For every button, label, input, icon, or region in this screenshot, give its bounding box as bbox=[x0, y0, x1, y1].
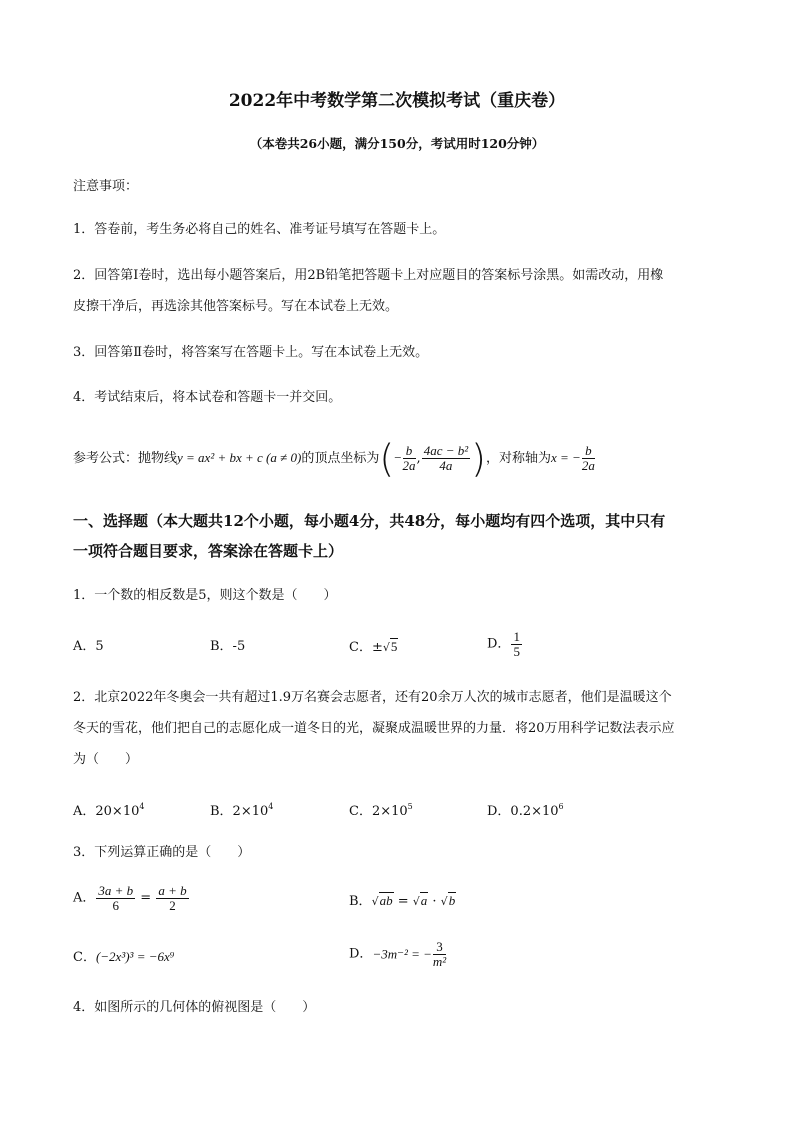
axis-fraction: $\frac{b}{2a}$ bbox=[581, 443, 595, 473]
q3-option-c[interactable]: C．(−2x³)³ = −6x⁹ bbox=[73, 949, 175, 965]
section-heading-line1: 一、选择题（本大题共12个小题，每小题4分，共48分，每小题均有四个选项，其中只有 bbox=[73, 512, 666, 530]
axis-text: ，对称轴为 bbox=[485, 451, 551, 466]
vertex-y-fraction: $\frac{\text{4ac − b²}}{4a}$ bbox=[423, 443, 469, 473]
note-item-1: 1．答卷前，考生务必将自己的姓名、准考证号填写在答题卡上。 bbox=[73, 222, 446, 237]
note-item-2-cont: 皮擦干净后，再选涂其他答案标号。写在本试卷上无效。 bbox=[73, 299, 399, 314]
question-3-stem: 3．下列运算正确的是（ ） bbox=[73, 845, 251, 860]
left-paren: ( bbox=[379, 436, 395, 481]
reference-formula: 参考公式：抛物线y = ax² + bx + c (a ≠ 0)的顶点坐标为(− $\frac{b}{2a}$ , $\frac{\text{4ac − b²}}{4a}$ )，对称轴为x = − $\frac{b}{2a}$ bbox=[73, 436, 595, 481]
q2-option-c[interactable]: C．$2\times 10^5$ bbox=[349, 802, 413, 819]
q2-option-d[interactable]: D．$0.2\times 10^6$ bbox=[487, 802, 564, 819]
page-title: 2022年中考数学第二次模拟考试（重庆卷） bbox=[228, 91, 566, 111]
note-item-2: 2．回答第Ⅰ卷时，选出每小题答案后，用2B铅笔把答题卡上对应题目的答案标号涂黑。如需改动，用橡 bbox=[73, 268, 664, 283]
q1-option-b[interactable]: B．-5 bbox=[210, 639, 246, 654]
question-2-line2: 冬天的雪花，他们把自己的志愿化成一道冬日的光，凝聚成温暖世界的力量．将20万用科学记数法表示应 bbox=[73, 721, 675, 736]
right-paren: ) bbox=[471, 436, 486, 481]
axis-lhs: x = − bbox=[550, 450, 581, 465]
q3-option-a[interactable]: A． $\frac{3a + b}{6}$ = $\frac{a + b}{2}$ bbox=[73, 883, 187, 913]
q2-option-b[interactable]: B．$2\times 10^4$ bbox=[210, 802, 274, 819]
question-2-line3: 为（ ） bbox=[73, 752, 139, 767]
note-item-3: 3．回答第Ⅱ卷时，将答案写在答题卡上。写在本试卷上无效。 bbox=[73, 345, 429, 360]
note-item-4: 4．考试结束后，将本试卷和答题卡一并交回。 bbox=[73, 390, 342, 405]
q1-option-d[interactable]: D． $\frac{1}{5}$ bbox=[487, 629, 520, 659]
q2-option-a[interactable]: A．$20\times 10^4$ bbox=[73, 802, 145, 819]
q1-option-a[interactable]: A．5 bbox=[73, 639, 104, 654]
notes-heading: 注意事项： bbox=[73, 179, 139, 194]
formula-mid-text: 的顶点坐标为 bbox=[301, 451, 380, 466]
q3-option-b[interactable]: B．√ab = √a · √b bbox=[349, 893, 456, 909]
q3-option-d[interactable]: D．−3m⁻² = − $\frac{3}{\text{m²}}$ bbox=[349, 939, 447, 969]
formula-label: 参考公式：抛物线 bbox=[73, 451, 178, 466]
question-1-stem: 1．一个数的相反数是5，则这个数是（ ） bbox=[73, 588, 337, 603]
section-heading-line2: 一项符合题目要求，答案涂在答题卡上） bbox=[73, 542, 344, 560]
formula-expression: y = ax² + bx + c (a ≠ 0) bbox=[177, 450, 302, 465]
question-4-stem: 4．如图所示的几何体的俯视图是（ ） bbox=[73, 1000, 316, 1015]
question-2-line1: 2．北京2022年冬奥会一共有超过1.9万名赛会志愿者，还有20余万人次的城市志愿者，他们是温暖这个 bbox=[73, 690, 672, 705]
page-subtitle: （本卷共26小题，满分150分，考试用时120分钟） bbox=[249, 136, 545, 151]
q1-option-c[interactable]: C．±√5 bbox=[349, 639, 398, 655]
vertex-x-fraction: $\frac{b}{2a}$ bbox=[402, 443, 416, 473]
